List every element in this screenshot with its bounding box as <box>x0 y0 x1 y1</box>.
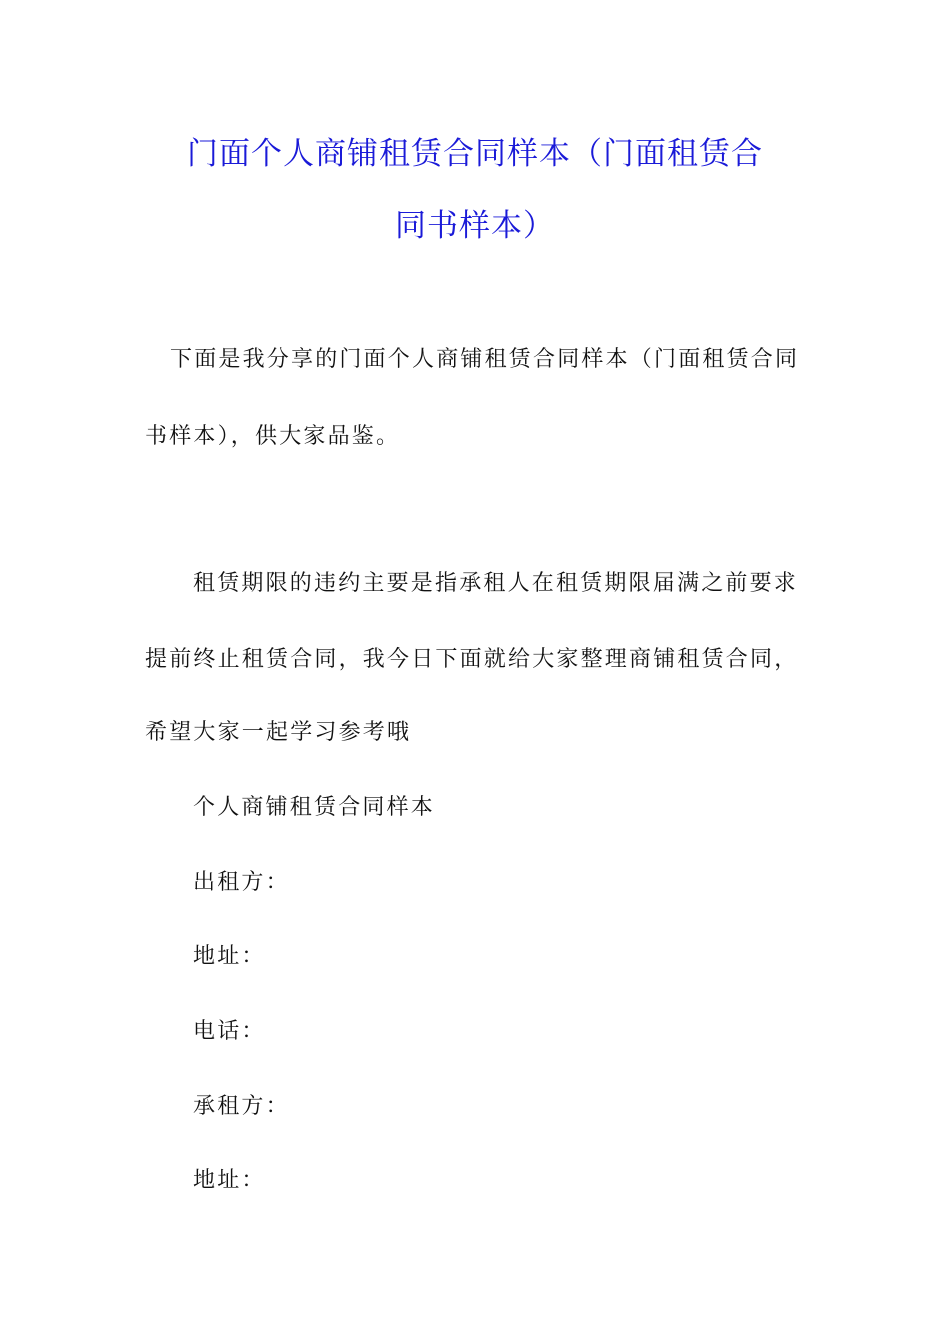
body-paragraph-line-1: 租赁期限的违约主要是指承租人在租赁期限届满之前要求 <box>193 571 799 596</box>
sample-heading: 个人商铺租赁合同样本 <box>193 795 436 820</box>
lessee-label: 承租方： <box>193 1094 290 1119</box>
lessor-phone-label: 电话： <box>193 1019 266 1044</box>
lessor-label: 出租方： <box>193 870 290 895</box>
body-paragraph-line-2: 提前终止租赁合同，我今日下面就给大家整理商铺租赁合同， <box>145 647 799 672</box>
document-title-line-2: 同书样本） <box>395 208 555 244</box>
document-title-line-1: 门面个人商铺租赁合同样本（门面租赁合 <box>187 136 763 172</box>
lessor-address-label: 地址： <box>193 944 266 969</box>
lessee-address-label: 地址： <box>193 1168 266 1193</box>
intro-paragraph-line-1: 下面是我分享的门面个人商铺租赁合同样本（门面租赁合同 <box>170 347 800 372</box>
body-paragraph-line-3: 希望大家一起学习参考哦 <box>145 720 412 745</box>
intro-paragraph-line-2: 书样本），供大家品鉴。 <box>145 424 401 449</box>
